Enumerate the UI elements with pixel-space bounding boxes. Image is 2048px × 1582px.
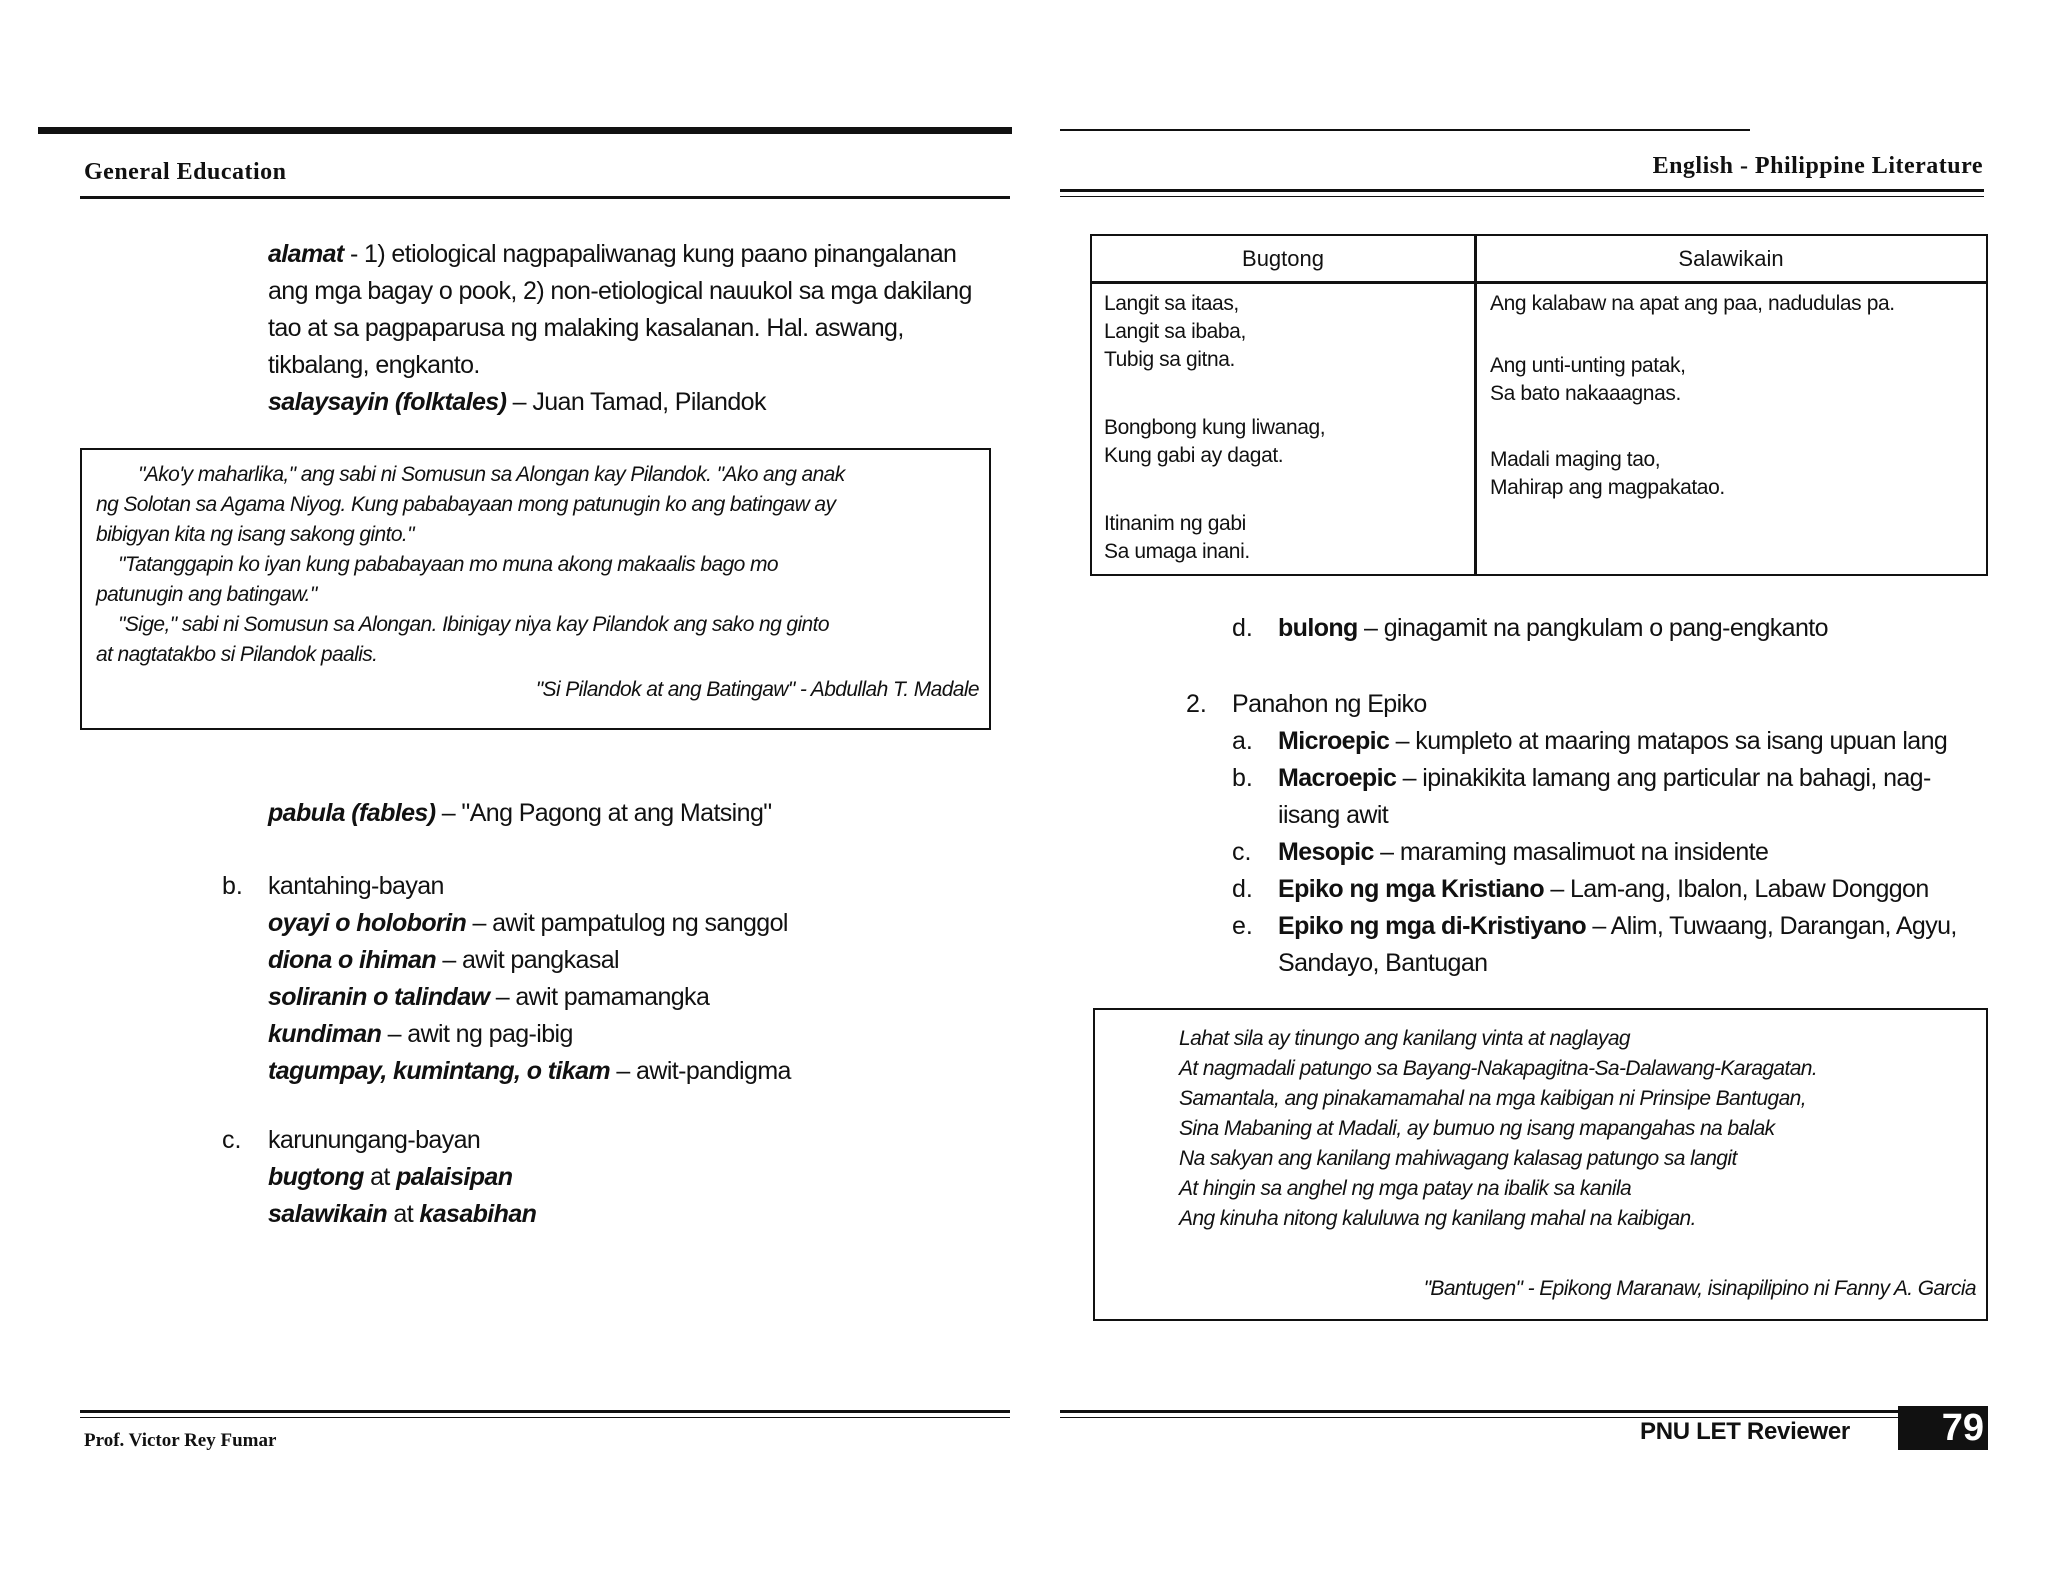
quote-line: bibigyan kita ng isang sakong ginto." [96, 523, 414, 546]
karunungan-marker: c. [222, 1126, 242, 1154]
kantahing-item-term: tagumpay, kumintang, o tikam [268, 1057, 611, 1085]
kantahing-heading: kantahing-bayan [268, 872, 444, 900]
kantahing-item-text: – awit pamamangka [489, 983, 710, 1011]
table-header-divider [1092, 281, 1986, 284]
bulong-marker: d. [1232, 614, 1253, 642]
pabula-line [268, 795, 772, 832]
quote-line: ng Solotan sa Agama Niyog. Kung pababayaan mong patunugin ko ang batingaw ay [96, 493, 836, 516]
salawikain-line: Mahirap ang magpakatao. [1490, 476, 1725, 499]
salaysayin-term: salaysayin (folktales) [268, 388, 507, 416]
quote-line: patunugin ang batingaw." [96, 583, 317, 606]
epiko-marker: 2. [1186, 690, 1207, 718]
salawikain-line: Ang kalabaw na apat ang paa, nadudulas pa. [1490, 292, 1895, 315]
karunungan-heading: karunungang-bayan [268, 1126, 481, 1154]
page-number-badge [1898, 1406, 1988, 1450]
poem-attribution: "Bantugen" - Epikong Maranaw, isinapilipino ni Fanny A. Garcia [1423, 1277, 1976, 1300]
poem-line: At hingin sa anghel ng mga patay na ibalik sa kanila [1179, 1177, 1632, 1200]
salaysayin-text: – Juan Tamad, Pilandok [506, 388, 766, 416]
epiko-item-term: Epiko ng mga di-Kristiyano [1278, 912, 1587, 940]
kantahing-item-text: – awit ng pag-ibig [381, 1020, 573, 1048]
epiko-item-text-cont: iisang awit [1278, 801, 1389, 829]
right-header-rule [1060, 189, 1984, 192]
left-footer-rule-thin [80, 1417, 1010, 1418]
palaisipan-term: palaisipan [396, 1163, 513, 1191]
alamat-term: alamat [268, 240, 344, 268]
left-header-rule [80, 196, 1010, 199]
bugtong-line: Itinanim ng gabi [1104, 512, 1246, 535]
quote-line: "Ako'y maharlika," ang sabi ni Somusun sa Alongan kay Pilandok. "Ako ang anak [138, 463, 845, 486]
epiko-item-term: Mesopic [1278, 838, 1374, 866]
epiko-item-text: – Lam-ang, Ibalon, Labaw Donggon [1544, 875, 1929, 903]
epiko-item-marker: b. [1232, 764, 1253, 792]
epiko-item-text: – kumpleto at maaring matapos sa isang upuan lang [1389, 727, 1948, 755]
kantahing-item-term: diona o ihiman [268, 946, 436, 974]
kantahing-item-term: kundiman [268, 1020, 382, 1048]
kantahing-item-text: – awit pampatulog ng sanggol [466, 909, 788, 937]
epiko-item-mesopic [1278, 834, 1768, 871]
pabula-term: pabula (fables) [268, 799, 436, 827]
epiko-item-term: Microepic [1278, 727, 1390, 755]
kantahing-item-text: – awit pangkasal [436, 946, 619, 974]
kantahing-list [268, 868, 791, 1090]
quote-line: at nagtatakbo si Pilandok paalis. [96, 643, 378, 666]
salawikain-line: Madali maging tao, [1490, 448, 1661, 471]
right-footer-rule [1060, 1410, 1984, 1413]
epiko-item-text-cont: Sandayo, Bantugan [1278, 949, 1488, 977]
epiko-item-text: – Alim, Tuwaang, Darangan, Agyu, [1586, 912, 1957, 940]
table-header-bugtong: Bugtong [1242, 246, 1324, 271]
page-number: 79 [1941, 1407, 1984, 1449]
bulong-term: bulong [1278, 614, 1358, 642]
bugtong-line: Sa umaga inani. [1104, 540, 1250, 563]
bugtong-line: Tubig sa gitna. [1104, 348, 1235, 371]
alamat-line-2: ang mga bagay o pook, 2) non-etiological nauukol sa mga dakilang [268, 277, 972, 305]
epiko-item-marker: c. [1232, 838, 1252, 866]
epiko-item-macroepic [1278, 760, 1931, 834]
pilandok-quote-box [80, 448, 991, 730]
quote-attribution: "Si Pilandok at ang Batingaw" - Abdullah T. Madale [535, 678, 979, 701]
alamat-paragraph [268, 236, 972, 421]
right-running-header: English - Philippine Literature [1652, 153, 1983, 179]
table-header-salawikain: Salawikain [1678, 246, 1784, 271]
footer-label: PNU LET Reviewer [1640, 1418, 1850, 1445]
poem-line: Sina Mabaning at Madali, ay bumuo ng isang mapangahas na balak [1179, 1117, 1775, 1140]
quote-line: "Tatanggapin ko iyan kung pababayaan mo muna akong makaalis bago mo [118, 553, 778, 576]
epiko-item-marker: d. [1232, 875, 1253, 903]
alamat-line-4: tikbalang, engkanto. [268, 351, 480, 379]
salawikain-line: Ang unti-unting patak, [1490, 354, 1686, 377]
poem-line: Na sakyan ang kanilang mahiwagang kalasag patungo sa langit [1179, 1147, 1737, 1170]
bulong-line [1278, 610, 1828, 647]
epiko-item-text: – ipinakikita lamang ang particular na bahagi, nag- [1396, 764, 1931, 792]
karunungan-joiner: at [363, 1163, 397, 1191]
epiko-item-kristiano [1278, 871, 1929, 908]
epiko-item-term: Macroepic [1278, 764, 1397, 792]
kasabihan-term: kasabihan [419, 1200, 537, 1228]
right-header-rule-thin [1060, 196, 1984, 197]
bugtong-line: Langit sa itaas, [1104, 292, 1239, 315]
left-footer-author: Prof. Victor Rey Fumar [84, 1430, 277, 1451]
bugtong-line: Kung gabi ay dagat. [1104, 444, 1284, 467]
kantahing-item-term: soliranin o talindaw [268, 983, 490, 1011]
pabula-text: – "Ang Pagong at ang Matsing" [435, 799, 772, 827]
epiko-item-di-kristiyano [1278, 908, 1957, 982]
kantahing-marker: b. [222, 872, 243, 900]
right-top-rule [1060, 129, 1750, 131]
epiko-item-marker: a. [1232, 727, 1253, 755]
poem-line: At nagmadali patungo sa Bayang-Nakapagitna-Sa-Dalawang-Karagatan. [1179, 1057, 1818, 1080]
bugtong-line: Langit sa ibaba, [1104, 320, 1246, 343]
table-column-divider [1474, 236, 1477, 574]
kantahing-item-term: oyayi o holoborin [268, 909, 467, 937]
epiko-item-microepic [1278, 723, 1947, 760]
bulong-text: – ginagamit na pangkulam o pang-engkanto [1357, 614, 1828, 642]
epiko-item-text: – maraming masalimuot na insidente [1373, 838, 1769, 866]
left-running-header: General Education [84, 159, 287, 185]
bugtong-salawikain-table [1090, 234, 1988, 576]
alamat-line-1: - 1) etiological nagpapaliwanag kung paano pinangalanan [343, 240, 957, 268]
karunungan-list [268, 1122, 536, 1233]
kantahing-item-text: – awit-pandigma [610, 1057, 791, 1085]
epiko-heading: Panahon ng Epiko [1232, 690, 1427, 718]
poem-line: Samantala, ang pinakamamahal na mga kaibigan ni Prinsipe Bantugan, [1179, 1087, 1806, 1110]
karunungan-joiner: at [387, 1200, 420, 1228]
quote-line: "Sige," sabi ni Somusun sa Alongan. Ibinigay niya kay Pilandok ang sako ng ginto [118, 613, 829, 636]
alamat-line-3: tao at sa pagpaparusa ng malaking kasalanan. Hal. aswang, [268, 314, 904, 342]
left-footer-rule [80, 1410, 1010, 1413]
bantugen-poem-box [1093, 1008, 1988, 1321]
epiko-item-marker: e. [1232, 912, 1253, 940]
epiko-item-term: Epiko ng mga Kristiano [1278, 875, 1544, 903]
bugtong-line: Bongbong kung liwanag, [1104, 416, 1326, 439]
poem-line: Lahat sila ay tinungo ang kanilang vinta at naglayag [1179, 1027, 1630, 1050]
left-top-thick-rule [38, 127, 1012, 134]
salawikain-line: Sa bato nakaaagnas. [1490, 382, 1681, 405]
poem-line: Ang kinuha nitong kaluluwa ng kanilang mahal na kaibigan. [1179, 1207, 1696, 1230]
salawikain-term: salawikain [268, 1200, 388, 1228]
bugtong-term: bugtong [268, 1163, 364, 1191]
